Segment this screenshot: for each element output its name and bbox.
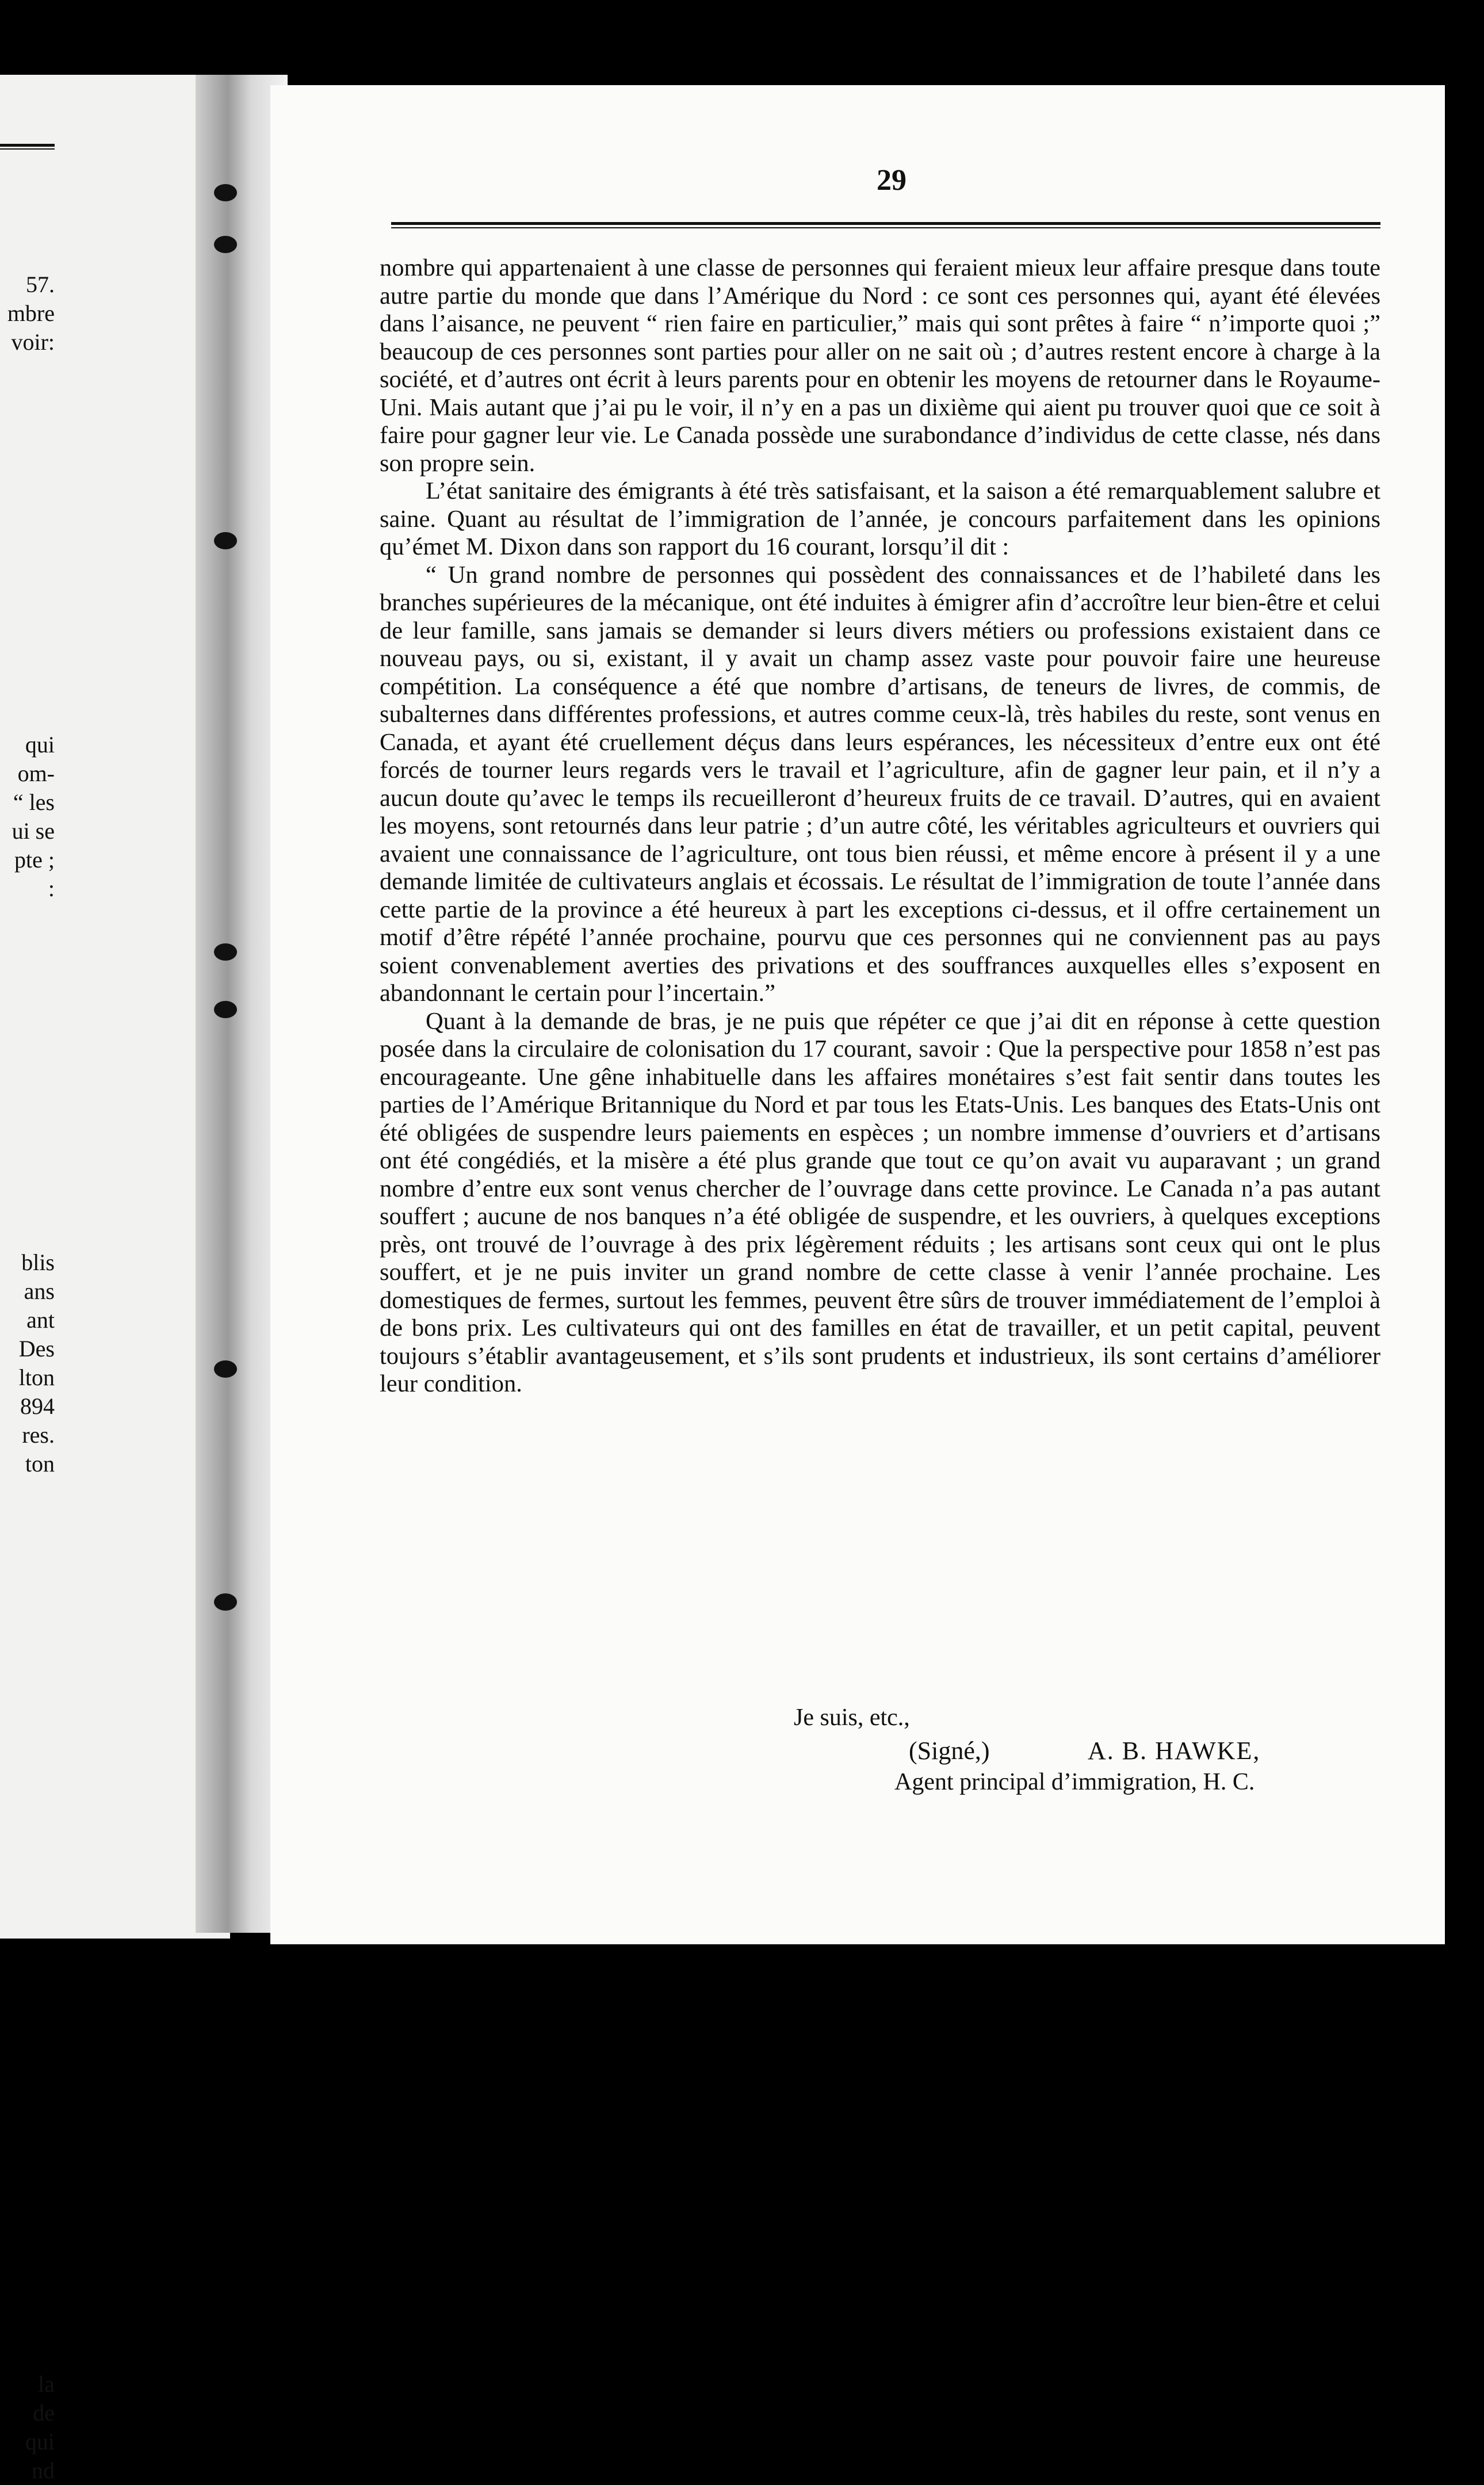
- left-page-line: [0, 2169, 55, 2197]
- left-page-line: [0, 1852, 55, 1881]
- left-page-line: [0, 673, 55, 702]
- left-page-line: de: [33, 2400, 55, 2426]
- left-page-line: [0, 1910, 55, 1939]
- left-page-line: [0, 1939, 55, 1967]
- left-page-text: [0, 270, 55, 2485]
- left-page-line: [0, 1823, 55, 1852]
- left-page-line: ui se: [12, 818, 55, 844]
- left-page-line: [0, 1967, 55, 1996]
- binding-stitch: [214, 184, 237, 201]
- left-page-rule: [0, 144, 55, 150]
- left-page-line: [0, 1162, 55, 1191]
- left-page-line: Des: [18, 1336, 55, 1362]
- signer-name: A. B. HAWKE,: [1088, 1737, 1261, 1765]
- left-page-line: [0, 1680, 55, 1708]
- body-text: [380, 254, 1380, 1398]
- page-number: 29: [877, 164, 907, 197]
- left-page-line: [0, 2341, 55, 2370]
- left-page-line: [0, 1219, 55, 1248]
- left-page-line: [0, 2111, 55, 2140]
- left-page-line: res.: [22, 1422, 55, 1448]
- left-page-line: [0, 472, 55, 500]
- left-page-line: [0, 2255, 55, 2284]
- quoted-paragraph: “ Un grand nombre de personnes qui possèdent des connaissances et de l’habileté dans les branches supérieures de la mécanique, ont été induites à émigrer afin d’accroître leur bien-être et celui de leur famille, sans jamais se demander si leurs divers métiers ou professions existaient dans ce nouveau pays, ou si, existant, il y avait un champ assez vaste pour pouvoir faire une heureuse compétition. La conséquence a été que nombre d’artisans, de teneurs de livres, de commis, de subalternes dans différentes professions, et autres comme ceux-là, très habiles du reste, sont venus en Canada, et ayant été cruellement déçus dans leurs espérances, les nécessiteux d’entre eux ont été forcés de tourner leurs regards vers le travail et l’agriculture, afin de gagner leur pain, et il n’y a aucun doute qu’avec le temps ils recueilleront d’heureux fruits de ce travail. D’autres, qui en avaient les moyens, sont retournés dans leur patrie ; d’un autre côté, les véritables agriculteurs et ouvriers qui avaient une connaissance de l’agriculture, ont tous bien réussi, et même encore à présent il y a une demande limitée de cultivateurs anglais et écossais. Le résultat de l’immigration de toute l’année dans cette partie de la province a été heureux à part les exceptions ci-dessus, et il offre certainement un motif d’être répété l’année prochaine, pourvu que ces personnes qui ne conviennent pas au pays soient convenablement averties des privations et des souffrances auxquelles elles s’exposent en abandonnant le certain pour l’incertain.”: [380, 561, 1380, 1007]
- left-page-line: ant: [26, 1307, 55, 1333]
- left-page-line: [0, 2226, 55, 2255]
- left-page-line: [0, 500, 55, 529]
- left-page-line: [0, 529, 55, 558]
- left-page-line: la: [38, 2371, 55, 2397]
- left-page-line: [0, 1622, 55, 1651]
- binding-stitch: [214, 236, 237, 253]
- left-page-line: ans: [24, 1278, 55, 1304]
- left-page-line: [0, 385, 55, 414]
- left-page-line: [0, 2312, 55, 2341]
- left-page-line: [0, 1104, 55, 1133]
- left-page-line: lton: [18, 1364, 55, 1390]
- signer-title: Agent principal d’immigration, H. C.: [894, 1769, 1255, 1795]
- left-page-line: ton: [25, 1451, 55, 1477]
- left-page-line: qui: [25, 2429, 55, 2455]
- signed-label: (Signé,): [909, 1737, 990, 1765]
- header-rule: [391, 222, 1380, 228]
- left-page-line: mbre: [7, 300, 55, 326]
- paragraph: Quant à la demande de bras, je ne puis que répéter ce que j’ai dit en réponse à cette question posée dans la circulaire de colonisation du 17 courant, savoir : Que la perspective pour 1858 n’est pas encourageante. Une gêne inhabituelle dans les affaires monétaires s’est fait sentir dans toutes les parties de l’Amérique Britannique du Nord et par tous les Etats-Unis. Les banques des Etats-Unis ont été obligées de suspendre leurs paiements en espèces ; un nombre immense d’ouvriers et d’artisans ont été congédiés, et la misère a été plus grande que tout ce qu’on avait vu auparavant ; un grand nombre d’entre eux sont venus chercher de l’ouvrage dans cette province. Le Canada n’a pas autant souffert ; aucune de nos banques n’a été obligée de suspendre, et les ouvriers, à quelques exceptions près, ont trouvé de l’ouvrage à des prix légèrement réduits ; les artisans sont ceux qui ont le plus souffert, et je ne puis inviter un grand nombre de cette classe à venir l’année prochaine. Les domestiques de fermes, surtout les femmes, peuvent être sûrs de trouver immédiatement de l’emploi à de bons prix. Les cultivateurs qui ont des familles en état de travailler, et un petit capital, peuvent toujours s’établir avantageusement, et s’ils sont prudents et industrieux, ils sont certains d’améliorer leur condition.: [380, 1007, 1380, 1397]
- left-page-line: [0, 1191, 55, 1219]
- binding-stitch: [214, 532, 237, 549]
- left-page-line: [0, 414, 55, 443]
- left-page-line: [0, 1881, 55, 1910]
- left-page-line: 894: [20, 1393, 55, 1419]
- binding-stitch: [214, 943, 237, 961]
- left-page-line: [0, 558, 55, 587]
- left-page-line: [0, 2082, 55, 2111]
- left-page-line: [0, 1047, 55, 1076]
- left-page-line: “ les: [13, 789, 55, 815]
- left-page-line: [0, 1478, 55, 1507]
- left-page-line: [0, 1133, 55, 1162]
- left-page-line: :: [48, 876, 55, 901]
- left-page-line: [0, 1565, 55, 1593]
- left-page-line: [0, 587, 55, 615]
- left-page-line: [0, 2140, 55, 2169]
- left-page-line: voir:: [11, 329, 55, 355]
- left-page-line: [0, 1795, 55, 1823]
- left-page-line: [0, 702, 55, 731]
- paragraph: nombre qui appartenaient à une classe de personnes qui feraient mieux leur affaire presque dans toute autre partie du monde que dans l’Amérique du Nord : ce sont ces personnes qui, ayant été élevées dans l’aisance, ne peuvent “ rien faire en particulier,” mais qui sont prêtes à faire “ n’importe quoi ;” beaucoup de ces personnes sont parties pour aller on ne sait où ; d’autres restent encore à charge à la société, et d’autres ont écrit à leurs parents pour en obtenir les moyens de retourner dans le Royaume-Uni. Mais autant que j’ai pu le voir, il n’y en a pas un dixième qui aient pu trouver quoi que ce soit à faire pour gagner leur vie. Le Canada possède une surabondance d’individus de cette classe, nés dans son propre sein.: [380, 254, 1380, 477]
- left-page-line: [0, 1018, 55, 1047]
- left-page-line: [0, 1766, 55, 1795]
- left-page-line: [0, 1737, 55, 1766]
- left-page-line: [0, 2054, 55, 2082]
- left-page-line: 57.: [26, 272, 55, 297]
- left-page-line: [0, 1996, 55, 2025]
- left-page-line: blis: [21, 1249, 55, 1275]
- left-page-line: [0, 357, 55, 385]
- left-page-line: [0, 932, 55, 961]
- left-page-line: [0, 615, 55, 644]
- left-page-line: [0, 443, 55, 472]
- left-page-line: [0, 644, 55, 673]
- left-page-line: [0, 961, 55, 989]
- left-page-line: [0, 1593, 55, 1622]
- left-page-line: [0, 1536, 55, 1565]
- left-page-line: [0, 903, 55, 932]
- binding-stitch: [214, 1593, 237, 1611]
- left-page-line: qui: [25, 732, 55, 758]
- left-page-line: [0, 2197, 55, 2226]
- left-page-line: [0, 1708, 55, 1737]
- left-page-line: [0, 1651, 55, 1680]
- left-page-line: [0, 1507, 55, 1536]
- left-page-line: nd: [32, 2457, 55, 2483]
- left-page-line: om-: [17, 760, 55, 786]
- left-page-line: [0, 2284, 55, 2312]
- paragraph: L’état sanitaire des émigrants à été très satisfaisant, et la saison a été remarquablement salubre et saine. Quant au résultat de l’immigration de l’année, je concours parfaitement dans les opinions qu’émet M. Dixon dans son rapport du 16 courant, lorsqu’il dit :: [380, 477, 1380, 560]
- binding-stitch: [214, 1360, 237, 1378]
- left-page-line: [0, 989, 55, 1018]
- left-page-line: [0, 1076, 55, 1104]
- signature-line: [909, 1736, 1357, 1765]
- left-page-line: [0, 2025, 55, 2054]
- closing-salutation: Je suis, etc.,: [794, 1704, 910, 1731]
- binding-stitch: [214, 1001, 237, 1018]
- left-page-line: pte ;: [14, 847, 55, 873]
